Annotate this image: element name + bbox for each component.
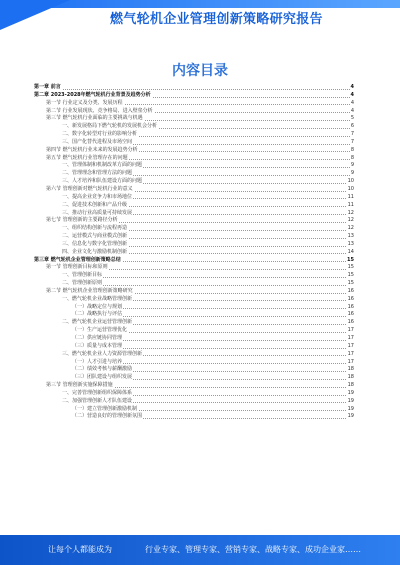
toc-entry-title: 三、燃气轮机企业人力资源管理创新 — [62, 350, 143, 357]
toc-entry-page: 15 — [347, 280, 354, 287]
toc-entry-page: 16 — [347, 303, 354, 310]
toc-entry[interactable] — [34, 327, 354, 335]
toc-entry-title: （二）战略执行与评估 — [72, 311, 123, 318]
toc-entry-title: 二、管理理念和管理方法的问题 — [62, 170, 133, 177]
toc-entry[interactable] — [34, 139, 354, 147]
toc-entry-page: 12 — [347, 225, 354, 232]
toc-entry-page: 16 — [347, 295, 354, 302]
toc-entry[interactable] — [34, 351, 354, 359]
toc-entry[interactable] — [34, 249, 354, 257]
toc-entry-title: 二、加强管理创新人才队伍建设 — [62, 397, 133, 404]
toc-entry-page: 17 — [347, 327, 354, 334]
toc-entry-title: 一、管理创新目标 — [62, 272, 103, 279]
toc-entry[interactable] — [34, 178, 354, 186]
toc-entry-title: 二、管理创新原则 — [62, 280, 103, 287]
toc-dot-leader — [34, 89, 350, 90]
toc-entry-title: 二、运营模式与商业模式创新 — [62, 233, 128, 240]
toc-entry[interactable] — [34, 382, 354, 390]
toc-entry-title: 第二节 行业发展现状、竞争格局、进入壁垒分析 — [46, 107, 153, 114]
toc-entry-title: 第六节 管理创新对燃气轮机行业的意义 — [46, 185, 133, 192]
toc-entry-title: （二）供应链协同管理 — [72, 335, 123, 341]
toc-dot-leader — [62, 277, 350, 278]
toc-entry-page: 4 — [350, 99, 354, 106]
toc-entry[interactable] — [34, 217, 354, 225]
toc-entry-title: （一）战略定位与规划 — [72, 303, 123, 310]
toc-entry[interactable] — [34, 100, 354, 108]
toc-entry-page: 13 — [347, 240, 354, 247]
page-header — [0, 0, 400, 30]
toc-entry-title: 三、信息化与数字化管理创新 — [62, 240, 128, 247]
toc-entry[interactable] — [34, 186, 354, 194]
toc-entry-page: 15 — [347, 264, 354, 271]
toc-entry-page: 12 — [347, 209, 354, 216]
toc-entry[interactable] — [34, 84, 354, 92]
toc-entry-page: 17 — [347, 335, 354, 341]
table-of-contents — [34, 84, 354, 421]
toc-entry-page: 15 — [347, 256, 354, 263]
toc-entry[interactable] — [34, 398, 354, 406]
toc-entry-page: 17 — [347, 350, 354, 357]
page-footer — [0, 535, 400, 565]
toc-entry-page: 11 — [347, 201, 354, 208]
toc-entry-title: 二、促进技术创新和产品升级 — [62, 201, 128, 208]
toc-entry[interactable] — [34, 233, 354, 241]
toc-entry-title: 一、管理体制和机制改革方面的问题 — [62, 162, 143, 169]
toc-entry-title: 一、完善管理创新组织保障体系 — [62, 389, 133, 396]
toc-entry-title: 一、新发展格局下燃气轮机的发展机会分析 — [62, 123, 158, 130]
toc-entry-page: 12 — [347, 217, 354, 224]
toc-entry-title: （二）绩效考核与薪酬激励 — [72, 366, 133, 373]
toc-entry[interactable] — [34, 92, 354, 100]
toc-entry-title: 第三章 燃气轮机企业管理创新策略总结 — [34, 256, 121, 263]
toc-entry-page: 17 — [347, 358, 354, 365]
toc-entry-page: 8 — [350, 154, 354, 161]
toc-entry-title: 第二章 2023-2028年燃气轮机行业背景及趋势分析 — [34, 91, 151, 98]
toc-entry-page: 7 — [350, 138, 354, 145]
toc-entry[interactable] — [34, 335, 354, 343]
toc-entry-title: 三、人才培养和队伍建设方面的问题 — [62, 178, 143, 185]
toc-entry-page: 19 — [347, 413, 354, 420]
toc-entry[interactable] — [34, 131, 354, 139]
toc-entry[interactable] — [34, 147, 354, 155]
toc-entry[interactable] — [34, 272, 354, 280]
toc-entry[interactable] — [34, 170, 354, 178]
toc-entry-page: 16 — [347, 311, 354, 318]
toc-dot-leader — [62, 285, 350, 286]
toc-entry[interactable] — [34, 280, 354, 288]
header-corner-decoration — [0, 0, 70, 30]
toc-entry-title: 三、国产化替代进程及市场空间 — [62, 138, 133, 145]
toc-entry-title: 第三节 燃气轮机行业面临的主要挑战与机遇 — [46, 115, 143, 122]
toc-entry-page: 6 — [350, 123, 354, 130]
toc-entry-page: 10 — [347, 178, 354, 185]
toc-entry[interactable] — [34, 374, 354, 382]
footer-roles: 行业专家、管理专家、营销专家、战略专家、成功企业家…… — [145, 545, 361, 554]
toc-entry-title: 一、提高企业竞争力和市场地位 — [62, 193, 133, 200]
toc-heading: 内容目录 — [172, 63, 228, 79]
toc-entry-title: 第一节 行业定义及分类、发展历程 — [46, 99, 123, 106]
toc-entry-title: 第五节 燃气轮机行业管理存在的问题 — [46, 154, 128, 161]
toc-entry-title: （三）团队建设与组织发展 — [72, 374, 133, 381]
toc-entry-page: 5 — [350, 115, 354, 122]
toc-entry[interactable] — [34, 343, 354, 351]
footer-slogan: 让每个人都能成为 — [48, 545, 112, 554]
toc-entry-page: 17 — [347, 342, 354, 349]
toc-entry-page: 18 — [347, 366, 354, 373]
toc-entry[interactable] — [34, 123, 354, 131]
toc-entry[interactable] — [34, 413, 354, 421]
toc-entry-title: （二）营造良好的管理创新氛围 — [72, 413, 143, 420]
toc-entry-page: 14 — [347, 248, 354, 255]
toc-entry-page: 11 — [347, 193, 354, 200]
toc-entry[interactable] — [34, 194, 354, 202]
toc-entry-page: 16 — [347, 319, 354, 326]
toc-entry-title: 第四节 燃气轮机行业未来的发展趋势分析 — [46, 146, 138, 153]
toc-entry-title: 第三节 管理创新实施保障措施 — [46, 382, 113, 389]
toc-entry-title: （一）人才引进与培养 — [72, 358, 123, 365]
toc-entry[interactable] — [34, 319, 354, 327]
toc-entry[interactable] — [34, 225, 354, 233]
toc-entry-title: 第一章 前言 — [34, 84, 61, 90]
toc-entry-page: 15 — [347, 272, 354, 279]
toc-entry-title: 二、燃气轮机企业运营管理创新 — [62, 319, 133, 326]
report-title: 燃气轮机企业管理创新策略研究报告 — [110, 12, 323, 27]
toc-entry-page: 19 — [347, 405, 354, 412]
toc-entry-title: 一、组织结构创新与流程再造 — [62, 225, 128, 232]
toc-entry-page: 4 — [350, 91, 354, 98]
toc-entry-title: 三、推动行业高质量可持续发展 — [62, 209, 133, 216]
toc-entry-page: 10 — [347, 185, 354, 192]
toc-entry-page: 18 — [347, 382, 354, 389]
toc-entry-page: 7 — [350, 131, 354, 138]
toc-entry[interactable] — [34, 288, 354, 296]
toc-entry-page: 9 — [350, 170, 354, 177]
toc-entry-title: 第七节 管理创新的主要路径分析 — [46, 217, 118, 224]
toc-entry[interactable] — [34, 296, 354, 304]
toc-entry-page: 4 — [350, 107, 354, 114]
toc-entry-page: 13 — [347, 233, 354, 240]
toc-entry-title: （三）质量与成本管理 — [72, 342, 123, 349]
toc-entry[interactable] — [34, 241, 354, 249]
toc-entry[interactable] — [34, 202, 354, 210]
toc-entry-title: 四、企业文化与激励机制创新 — [62, 248, 128, 255]
toc-entry-page: 4 — [350, 84, 354, 90]
toc-entry-page: 19 — [347, 397, 354, 404]
toc-entry-page: 16 — [347, 287, 354, 294]
toc-entry[interactable] — [34, 390, 354, 398]
toc-entry-title: （一）建立管理创新激励机制 — [72, 405, 138, 412]
toc-entry-title: 第二节 燃气轮机企业管理创新策略研究 — [46, 287, 133, 294]
toc-entry-title: 一、燃气轮机企业战略管理创新 — [62, 295, 133, 302]
toc-entry-page: 9 — [350, 162, 354, 169]
toc-entry-title: 第一节 管理创新目标和原则 — [46, 264, 108, 271]
toc-entry-page: 18 — [347, 374, 354, 381]
toc-entry-title: （一）生产运营管理优化 — [72, 327, 128, 334]
toc-entry-page: 8 — [350, 146, 354, 153]
toc-entry-title: 二、数字化转型对行业的影响分析 — [62, 131, 138, 138]
toc-entry-page: 19 — [347, 389, 354, 396]
